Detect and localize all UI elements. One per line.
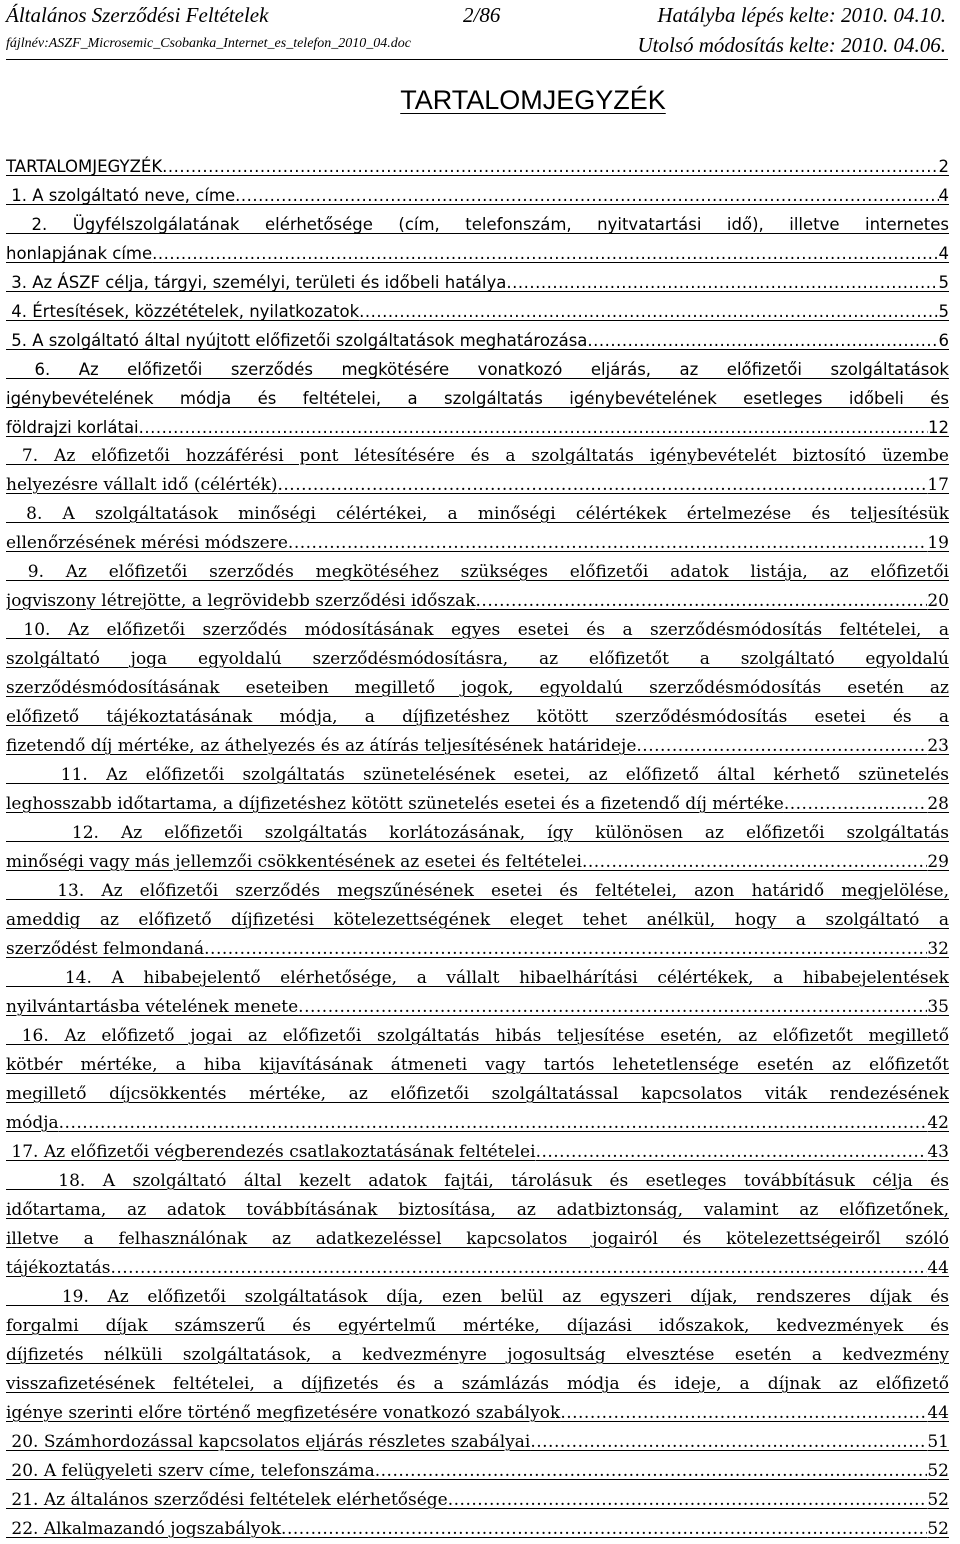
toc-entry-line: igénybevételének módja és feltételei, a szolgáltatás igénybevételének esetleges időbeli és: [6, 389, 949, 408]
toc-entry-last-line: [6, 1515, 949, 1544]
toc-leader-dots: [235, 181, 938, 210]
toc-leader-dots: [288, 529, 927, 558]
toc-entry-line: 14. A hibabejelentő elérhetősége, a vállalt hibaelhárítási célértékek, a hibabejelentések: [6, 968, 949, 988]
toc-entry[interactable]: [6, 297, 949, 326]
toc-entry[interactable]: [6, 761, 949, 819]
toc-entry-line: ameddig az előfizető díjfizetési kötelezettségének eleget tehet anélkül, hogy a szolgáltató a: [6, 910, 949, 930]
toc-page-number: 5: [938, 302, 949, 321]
toc-leader-dots: [278, 471, 928, 500]
toc-page-number: 44: [927, 1403, 949, 1423]
toc-entry-last-line: [6, 181, 949, 210]
toc-entry-line: előfizető tájékoztatásának módja, a díjfizetéshez kötött szerződésmódosítás esetei és a: [6, 707, 949, 727]
toc-entry-text: TARTALOMJEGYZÉK: [6, 157, 163, 176]
document-title: Általános Szerződési Feltételek: [6, 3, 269, 27]
toc-entry-last-line: [6, 1428, 949, 1457]
toc-entry[interactable]: [6, 1515, 949, 1544]
toc-entry-line: visszafizetésének feltételei, a díjfizetés és a számlázás módja és ideje, a díjnak az előfizető: [6, 1374, 949, 1394]
modified-date: Utolsó módosítás kelte: 2010. 04.06.: [637, 33, 946, 57]
toc-entry-last-line: [6, 1254, 949, 1283]
toc-entry[interactable]: [6, 1428, 949, 1457]
toc-page-number: 20: [927, 591, 949, 611]
toc-entry-line: 10. Az előfizetői szerződés módosításának egyes esetei és a szerződésmódosítás feltételei, a: [6, 620, 949, 640]
toc-leader-dots: [560, 1399, 927, 1428]
toc-entry-last-line: [6, 1109, 949, 1138]
toc-entry-line: forgalmi díjak számszerű és egyértelmű mértéke, díjazási időszakok, kedvezmények és: [6, 1316, 949, 1336]
toc-page-number: 43: [927, 1142, 949, 1162]
toc-page-number: 32: [927, 939, 949, 959]
toc-leader-dots: [139, 413, 928, 442]
toc-entry-line: 16. Az előfizető jogai az előfizetői szolgáltatás hibás teljesítése esetén, az előfizetőt megillető: [6, 1026, 949, 1046]
file-name: fájlnév:ASZF_Microsemic_Csobanka_Internet_es_telefon_2010_04.doc: [6, 36, 412, 51]
toc-page-number: 12: [928, 418, 949, 437]
toc-entry-text: jogviszony létrejötte, a legrövidebb szerződési időszak: [6, 591, 476, 611]
toc-entry-last-line: [6, 326, 949, 355]
toc-entry-text: ellenőrzésének mérési módszere: [6, 533, 288, 553]
toc-entry-text: 1. A szolgáltató neve, címe: [6, 186, 236, 205]
toc-leader-dots: [281, 1515, 927, 1544]
toc-entry[interactable]: [6, 442, 949, 500]
toc-entry[interactable]: [6, 1138, 949, 1167]
toc-entry-text: honlapjának címe: [6, 244, 153, 263]
toc-entry-last-line: [6, 268, 949, 297]
toc-entry-line: 13. Az előfizetői szerződés megszűnésének esetei és feltételei, azon határidő megjelölése,: [6, 881, 949, 901]
toc-entry-line: illetve a felhasználónak az adatkezeléssel kapcsolatos jogairól és kötelezettségeiről szóló: [6, 1229, 949, 1249]
toc-page-number: 4: [938, 244, 949, 263]
toc-entry-text: 21. Az általános szerződési feltételek elérhetősége: [6, 1490, 448, 1510]
toc-page-number: 5: [938, 273, 949, 292]
toc-entry-last-line: [6, 1138, 949, 1167]
toc-entry-last-line: [6, 1457, 949, 1486]
toc-entry-last-line: [6, 935, 949, 964]
toc-entry[interactable]: [6, 616, 949, 761]
toc-entry[interactable]: [6, 1486, 949, 1515]
page-number: 2/86: [463, 3, 501, 27]
toc-page-number: 4: [938, 186, 949, 205]
toc-leader-dots: [506, 268, 938, 297]
toc-entry-text: leghosszabb időtartama, a díjfizetéshez kötött szünetelés esetei és a fizetendő díj mértéke: [6, 794, 784, 814]
toc-entry-last-line: [6, 1399, 949, 1428]
toc-leader-dots: [536, 1138, 928, 1167]
toc-entry-text: 22. Alkalmazandó jogszabályok: [6, 1519, 282, 1539]
toc-entry[interactable]: [6, 326, 949, 355]
toc-entry-text: módja: [6, 1113, 59, 1133]
toc-entry-text: 3. Az ÁSZF célja, tárgyi, személyi, területi és időbeli hatálya: [6, 273, 507, 292]
toc-page-number: 42: [927, 1113, 949, 1133]
toc-leader-dots: [375, 1457, 928, 1486]
toc-entry[interactable]: [6, 1283, 949, 1428]
toc-entry[interactable]: [6, 152, 949, 181]
toc-entry-line: szerződésmódosításának eseteiben megillető jogok, egyoldalú szerződésmódosítás esetén az: [6, 678, 949, 698]
toc-page-number: 29: [927, 852, 949, 872]
toc-entry-text: szerződést felmondaná: [6, 939, 205, 959]
toc-leader-dots: [784, 790, 928, 819]
toc-entry-text: 4. Értesítések, közzétételek, nyilatkozatok: [6, 302, 360, 321]
toc-entry[interactable]: [6, 355, 949, 442]
toc-entry-line: kötbér mértéke, a hiba kijavításának átmeneti vagy tartós lehetetlensége esetén az előfizetőt: [6, 1055, 949, 1075]
toc-page-number: 52: [927, 1490, 949, 1510]
toc-leader-dots: [359, 297, 938, 326]
toc-entry[interactable]: [6, 1022, 949, 1138]
toc-page-number: 35: [927, 997, 949, 1017]
toc-entry-text: minőségi vagy más jellemzői csökkentésének az esetei és feltételei: [6, 852, 582, 872]
toc-page-number: 6: [938, 331, 949, 350]
toc-page-number: 44: [927, 1258, 949, 1278]
toc-entry[interactable]: [6, 877, 949, 964]
toc-entry-line: 7. Az előfizetői hozzáférési pont létesítésére és a szolgáltatás igénybevételét biztosító üzembe: [6, 446, 949, 466]
toc-entry-line: szolgáltató joga egyoldalú szerződésmódosításra, az előfizetőt a szolgáltató egyoldalú: [6, 649, 949, 669]
toc-entry-last-line: [6, 152, 949, 181]
page-header: [6, 3, 946, 29]
toc-entry-line: időtartama, az adatok továbbításának biztosítása, az adatbiztonság, valamint az előfizetőnek,: [6, 1200, 949, 1220]
toc-entry[interactable]: [6, 964, 949, 1022]
toc-entry-line: 11. Az előfizetői szolgáltatás szünetelésének esetei, az előfizető által kérhető szünetelés: [6, 765, 949, 785]
toc-entry-text: nyilvántartásba vételének menete: [6, 997, 299, 1017]
toc-entry-last-line: [6, 732, 949, 761]
toc-entry[interactable]: [6, 500, 949, 558]
toc-entry-text: igénye szerinti előre történő megfizetésére vonatkozó szabályok: [6, 1403, 561, 1423]
table-of-contents: [6, 152, 949, 1544]
toc-leader-dots: [636, 732, 927, 761]
toc-entry-last-line: [6, 1486, 949, 1515]
toc-page-number: 28: [927, 794, 949, 814]
toc-entry-text: helyezésre vállalt idő (célérték): [6, 475, 278, 495]
toc-entry[interactable]: [6, 819, 949, 877]
toc-entry-text: 17. Az előfizetői végberendezés csatlakoztatásának feltételei: [6, 1142, 536, 1162]
toc-leader-dots: [162, 152, 938, 181]
toc-entry-last-line: [6, 297, 949, 326]
toc-leader-dots: [152, 239, 938, 268]
header-divider: [6, 59, 948, 60]
toc-entry-last-line: [6, 471, 949, 500]
toc-entry-text: 5. A szolgáltató által nyújtott előfizetői szolgáltatások meghatározása: [6, 331, 588, 350]
effective-date: Hatályba lépés kelte: 2010. 04.10.: [657, 3, 946, 27]
toc-entry-last-line: [6, 993, 949, 1022]
toc-entry-text: földrajzi korlátai: [6, 418, 139, 437]
toc-entry-text: 20. A felügyeleti szerv címe, telefonszáma: [6, 1461, 375, 1481]
toc-page-number: 2: [938, 157, 949, 176]
toc-entry[interactable]: [6, 1457, 949, 1486]
toc-leader-dots: [448, 1486, 928, 1515]
toc-page-number: 52: [927, 1461, 949, 1481]
toc-leader-dots: [582, 848, 927, 877]
toc-entry[interactable]: [6, 181, 949, 210]
toc-leader-dots: [530, 1428, 927, 1457]
toc-page-number: 17: [927, 475, 949, 495]
toc-leader-dots: [204, 935, 927, 964]
toc-leader-dots: [587, 326, 938, 355]
toc-entry[interactable]: [6, 210, 949, 268]
toc-entry-text: 20. Számhordozással kapcsolatos eljárás részletes szabályai: [6, 1432, 531, 1452]
toc-page-number: 19: [927, 533, 949, 553]
toc-leader-dots: [298, 993, 927, 1022]
toc-entry-line: 18. A szolgáltató által kezelt adatok fajtái, tárolásuk és esetleges továbbításuk célja és: [6, 1171, 949, 1191]
toc-entry-last-line: [6, 529, 949, 558]
toc-entry-line: 8. A szolgáltatások minőségi célértékei, a minőségi célértékek értelmezése és teljesítésük: [6, 504, 949, 524]
toc-entry[interactable]: [6, 1167, 949, 1283]
toc-entry-last-line: [6, 587, 949, 616]
toc-page-number: 52: [927, 1519, 949, 1539]
toc-entry-line: díjfizetés nélküli szolgáltatások, a kedvezményre jogosultság elvesztése esetén a kedvezmény: [6, 1345, 949, 1365]
toc-leader-dots: [110, 1254, 927, 1283]
toc-entry-line: 19. Az előfizetői szolgáltatások díja, ezen belül az egyszeri díjak, rendszeres díjak és: [6, 1287, 949, 1307]
toc-entry-text: fizetendő díj mértéke, az áthelyezés és az átírás teljesítésének határideje: [6, 736, 637, 756]
toc-entry-text: tájékoztatás: [6, 1258, 111, 1278]
toc-entry[interactable]: [6, 268, 949, 297]
toc-page-number: 51: [927, 1432, 949, 1452]
toc-entry-last-line: [6, 239, 949, 268]
toc-entry-last-line: [6, 413, 949, 442]
toc-entry-last-line: [6, 848, 949, 877]
toc-entry-line: 12. Az előfizetői szolgáltatás korlátozásának, így különösen az előfizetői szolgáltatás: [6, 823, 949, 843]
toc-entry-last-line: [6, 790, 949, 819]
toc-heading: TARTALOMJEGYZÉK: [400, 85, 666, 115]
toc-entry-line: 2. Ügyfélszolgálatának elérhetősége (cím, telefonszám, nyitvatartási idő), illetve internetes: [6, 215, 949, 234]
toc-entry-line: 9. Az előfizetői szerződés megkötéséhez szükséges előfizetői adatok listája, az előfizetői: [6, 562, 949, 582]
page-subheader: [6, 33, 946, 55]
toc-entry[interactable]: [6, 558, 949, 616]
toc-leader-dots: [476, 587, 928, 616]
toc-entry-line: 6. Az előfizetői szerződés megkötésére vonatkozó eljárás, az előfizetői szolgáltatások: [6, 360, 949, 379]
toc-entry-line: megillető díjcsökkentés mértéke, az előfizetői szolgáltatással kapcsolatos viták rendezésének: [6, 1084, 949, 1104]
toc-leader-dots: [59, 1109, 928, 1138]
toc-page-number: 23: [927, 736, 949, 756]
